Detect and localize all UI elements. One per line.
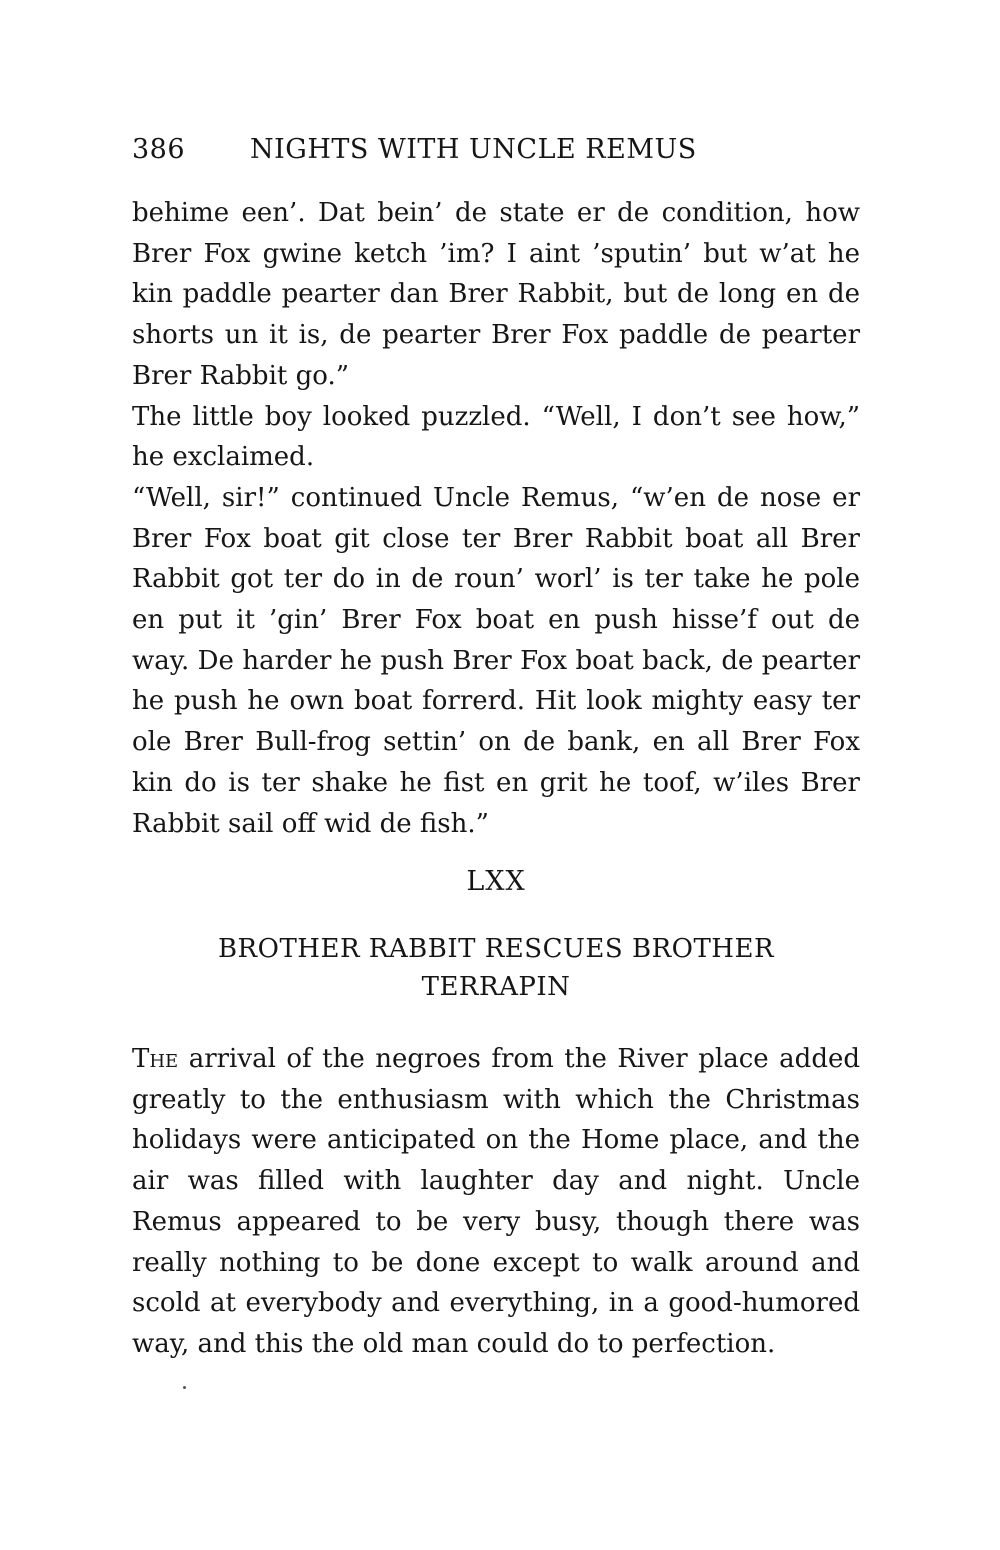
lead-word: The [132, 1044, 179, 1074]
chapter-title-line: TERRAPIN [421, 972, 571, 1002]
chapter-title [150, 930, 842, 1006]
chapter-title-line: BROTHER RABBIT RESCUES BROTHER [217, 934, 775, 964]
running-title: NIGHTS WITH UNCLE REMUS [250, 134, 697, 165]
paragraph: “Well, sir!” continued Uncle Remus, “w’en de nose er Brer Fox boat git close ter Brer Rabbit boat all Brer Rabbit got ter do in de roun’ worl’ is ter take he pole en put it ’gin’ Brer Fox boat en push hisse’f out de way. De harder he push Brer Fox boat back, de pearter he push he own boat forrerd. Hit look mighty easy ter ole Brer Bull-frog settin’ on de bank, en all Brer Fox kin do is ter shake he fist en grit he toof, w’iles Brer Rabbit sail off wid de fish.” [132, 482, 860, 839]
ink-speck [183, 1386, 186, 1389]
body-text-top [132, 193, 860, 844]
paragraph [132, 1039, 860, 1365]
paragraph: behime een’. Dat bein’ de state er de condition, how Brer Fox gwine ketch ’im? I aint ’sputin’ but w’at he kin paddle pearter dan Brer Rabbit, but de long en de shorts un it is, de pearter Brer Fox paddle de pearter Brer Rabbit go.” [132, 198, 860, 391]
page-number: 386 [132, 134, 186, 165]
body-text-bottom [132, 1039, 860, 1365]
paragraph: The little boy looked puzzled. “Well, I don’t see how,” he exclaimed. [132, 401, 860, 473]
chapter-number: LXX [466, 866, 526, 897]
running-head [132, 134, 872, 165]
paragraph-text: arrival of the negroes from the River place added greatly to the enthusiasm with which the Christmas holidays were anticipated on the Home place, and the air was filled with laughter day and night. Uncle Remus appeared to be very busy, though there was really nothing to be done except to walk around and scold at everybody and everything, in a good-humored way, and this the old man could do to perfection. [132, 1044, 860, 1359]
